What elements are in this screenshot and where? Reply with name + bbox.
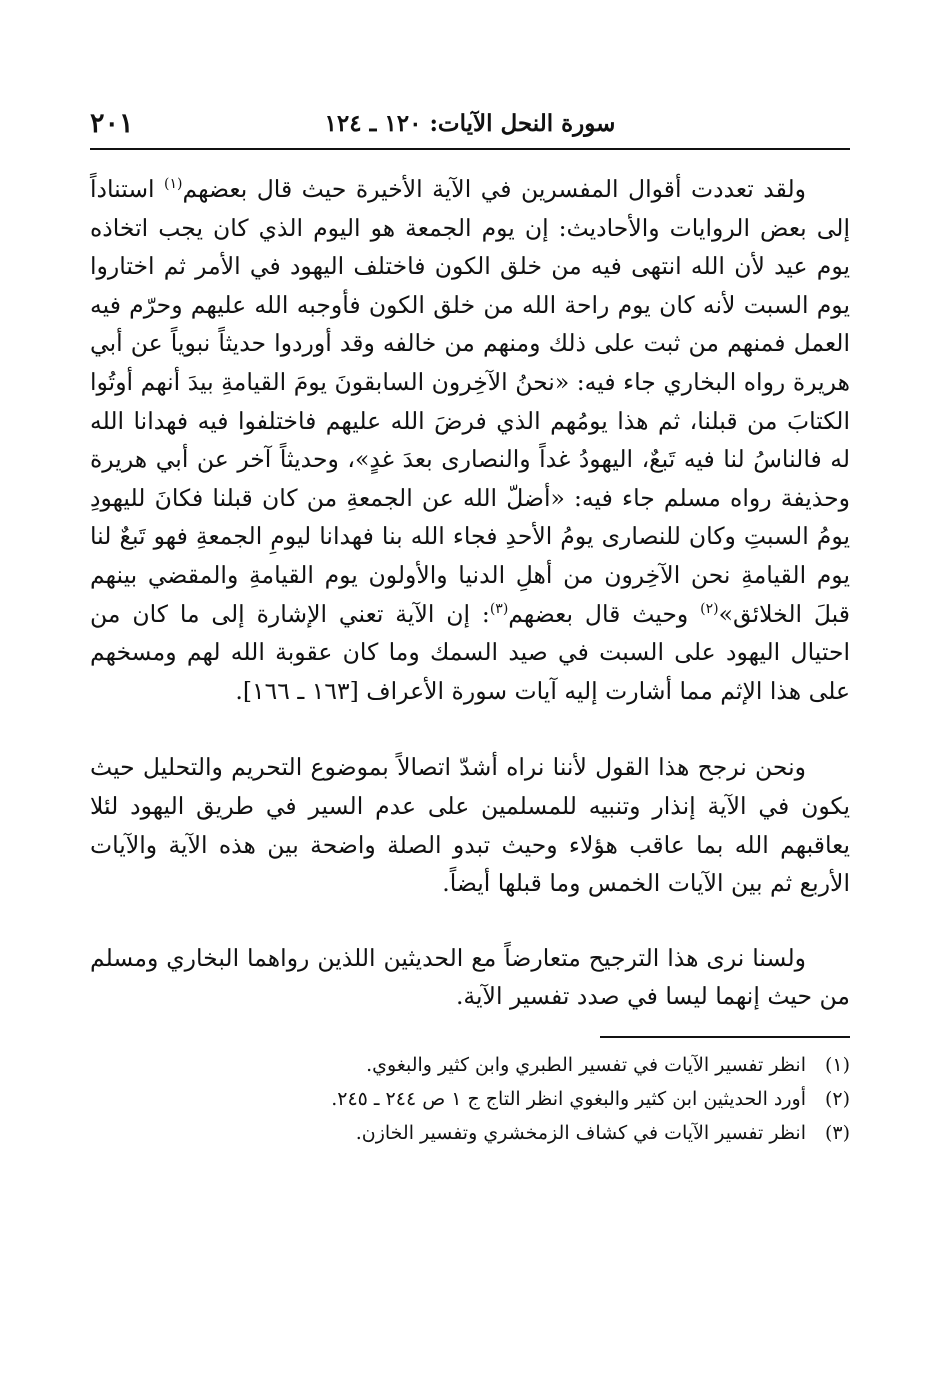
footnote-ref-2: (٢) xyxy=(700,600,719,617)
footnote-1 xyxy=(90,1048,850,1082)
page-header xyxy=(90,100,850,150)
footnote-ref-3: (٣) xyxy=(489,600,509,617)
footnote-1-text: انظر تفسير الآيات في تفسير الطبري وابن كثير والبغوي. xyxy=(366,1053,806,1076)
footnote-2-number: (٢) xyxy=(824,1087,850,1110)
footnote-3-number: (٣) xyxy=(824,1121,850,1144)
paragraph-1 xyxy=(90,170,850,710)
book-page xyxy=(90,100,850,1280)
paragraph-1-text-d: : إن الآية تعني الإشارة إلى ما كان من احتيال اليهود على السبت في صيد السمك وما كان عقوبة الله لهم ومسخهم على هذا الإثم مما أشارت إليه آيات سورة الأعراف [١٦٣ ـ ١٦٦]. xyxy=(90,599,850,705)
main-text xyxy=(90,170,850,1016)
running-title: سورة النحل الآيات: ١٢٠ ـ ١٢٤ xyxy=(324,110,616,137)
paragraph-1-text-b: استناداً إلى بعض الروايات والأحاديث: إن يوم الجمعة هو اليوم الذي كان يجب اتخاذه يوم عيد لأن الله انتهى فيه من خلق الكون فاختلف اليهود في الأمر ثم اختاروا يوم السبت لأنه كان يوم راحة الله من خلق الكون فأوجبه الله عليهم وحرّم فيه العمل فمنهم من ثبت على ذلك ومنهم من خالفه وقد أوردوا حديثاً نبوياً عن أبي هريرة رواه البخاري جاء فيه: «نحنُ الآخِرون السابقونَ يومَ القيامةِ بيدَ أنهم أوتُوا الكتابَ من قبلنا، ثم هذا يومُهم الذي فرضَ الله عليهم فاختلفوا فيه فهدانا الله له فالناسُ لنا فيه تَبعٌ، اليهودُ غداً والنصارى بعدَ غدٍ»، وحديثاً آخر عن أبي هريرة وحذيفة رواه مسلم جاء فيه: «أضلّ الله عن الجمعةِ من كان قبلنا فكانَ لليهودِ يومُ السبتِ وكان للنصارى يومُ الأحدِ فجاء الله بنا فهدانا ليومِ الجمعةِ فهو تَبعٌ لنا يوم القيامةِ نحن الآخِرون من أهلِ الدنيا والأولون يوم القيامةِ والمقضي بينهم قبلَ الخلائق» xyxy=(90,175,850,628)
footnote-3-text: انظر تفسير الآيات في كشاف الزمخشري وتفسير الخازن. xyxy=(355,1121,806,1144)
page-number: ٢٠١ xyxy=(90,108,134,139)
footnote-ref-1: (١) xyxy=(164,176,183,193)
footnote-2-text: أورد الحديثين ابن كثير والبغوي انظر التاج ج ١ ص ٢٤٤ ـ ٢٤٥. xyxy=(331,1087,806,1110)
footnotes xyxy=(90,1048,850,1150)
footnote-1-number: (١) xyxy=(824,1053,850,1076)
paragraph-1-text-c: وحيث قال بعضهم xyxy=(508,599,701,628)
footnote-2 xyxy=(90,1082,850,1116)
footnotes-divider xyxy=(600,1036,850,1038)
paragraph-2: ونحن نرجح هذا القول لأننا نراه أشدّ اتصالاً بموضوع التحريم والتحليل حيث يكون في الآية إنذار وتنبيه للمسلمين على عدم السير في طريق اليهود لئلا يعاقبهم الله بما عاقب هؤلاء وحيث تبدو الصلة واضحة بين هذه الآية والآيات الأربع ثم بين الآيات الخمس وما قبلها أيضاً. xyxy=(90,753,850,898)
footnote-3 xyxy=(90,1116,850,1150)
paragraph-1-text-a: ولقد تعددت أقوال المفسرين في الآية الأخيرة حيث قال بعضهم xyxy=(182,175,807,203)
paragraph-3: ولسنا نرى هذا الترجيح متعارضاً مع الحديثين اللذين رواهما البخاري ومسلم من حيث إنهما ليسا في صدد تفسير الآية. xyxy=(90,943,850,1011)
